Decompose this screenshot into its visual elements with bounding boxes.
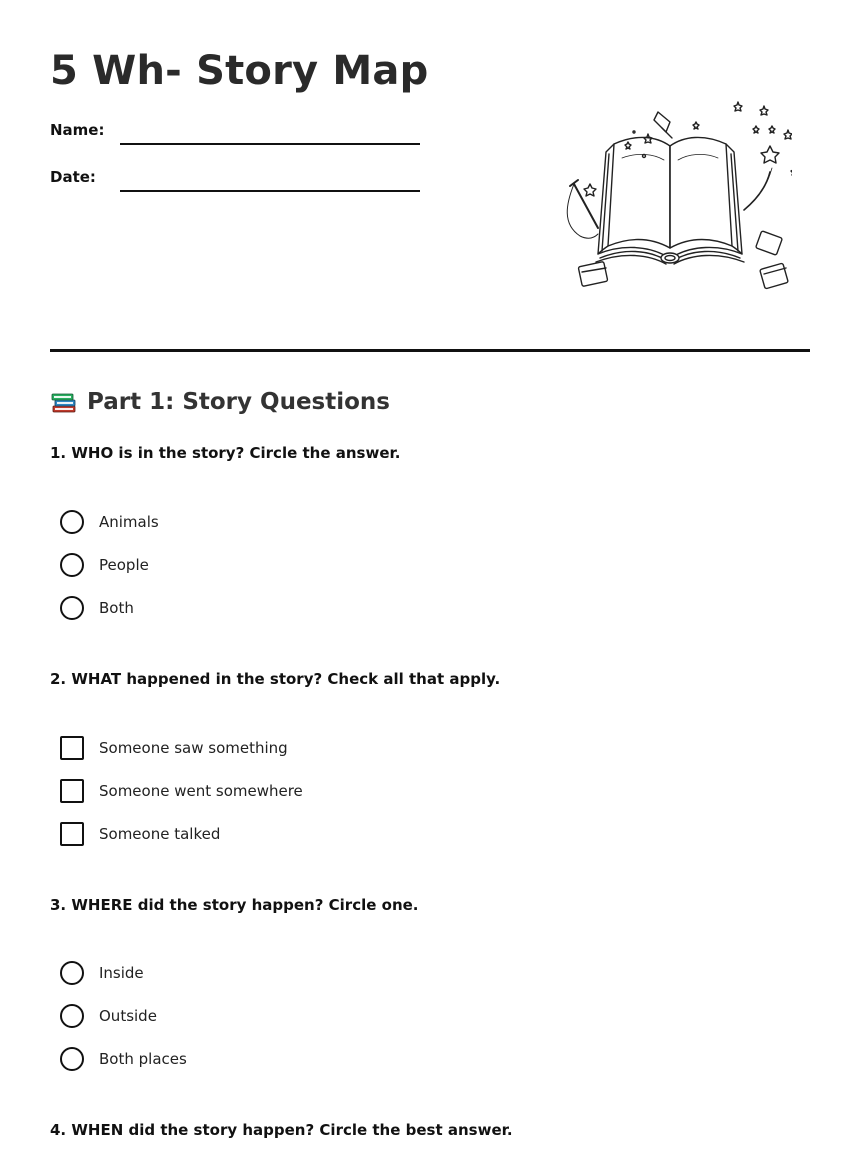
option-label: Animals [99, 513, 159, 531]
option-label: Someone talked [99, 825, 221, 843]
open-book-illustration [562, 88, 792, 298]
question-1: 1. WHO is in the story? Circle the answer. [50, 444, 401, 462]
option-label: People [99, 556, 149, 574]
q2-option-saw[interactable] [60, 735, 288, 761]
q1-option-both[interactable] [60, 595, 134, 621]
option-label: Both [99, 599, 134, 617]
part1-heading-text: Part 1: Story Questions [87, 389, 390, 415]
answer-circle[interactable] [60, 596, 84, 620]
q2-option-talked[interactable] [60, 821, 220, 847]
option-label: Someone saw something [99, 739, 288, 757]
option-label: Both places [99, 1050, 187, 1068]
q3-option-both-places[interactable] [60, 1046, 187, 1072]
question-4: 4. WHEN did the story happen? Circle the best answer. [50, 1121, 513, 1139]
name-field[interactable] [120, 143, 420, 145]
q1-option-animals[interactable] [60, 509, 159, 535]
header-divider [50, 349, 810, 352]
answer-checkbox[interactable] [60, 736, 84, 760]
answer-circle[interactable] [60, 510, 84, 534]
q2-option-went[interactable] [60, 778, 303, 804]
part1-heading [50, 388, 390, 416]
answer-circle[interactable] [60, 1004, 84, 1028]
date-label: Date: [50, 168, 96, 186]
worksheet-title: 5 Wh- Story Map [50, 48, 429, 94]
answer-checkbox[interactable] [60, 779, 84, 803]
question-2: 2. WHAT happened in the story? Check all that apply. [50, 670, 501, 688]
question-3: 3. WHERE did the story happen? Circle one. [50, 896, 419, 914]
q3-option-outside[interactable] [60, 1003, 157, 1029]
q3-option-inside[interactable] [60, 960, 144, 986]
option-label: Inside [99, 964, 144, 982]
q1-option-people[interactable] [60, 552, 149, 578]
answer-circle[interactable] [60, 961, 84, 985]
date-field[interactable] [120, 190, 420, 192]
answer-circle[interactable] [60, 553, 84, 577]
answer-checkbox[interactable] [60, 822, 84, 846]
option-label: Someone went somewhere [99, 782, 303, 800]
answer-circle[interactable] [60, 1047, 84, 1071]
option-label: Outside [99, 1007, 157, 1025]
name-label: Name: [50, 121, 105, 139]
books-icon [50, 388, 78, 416]
